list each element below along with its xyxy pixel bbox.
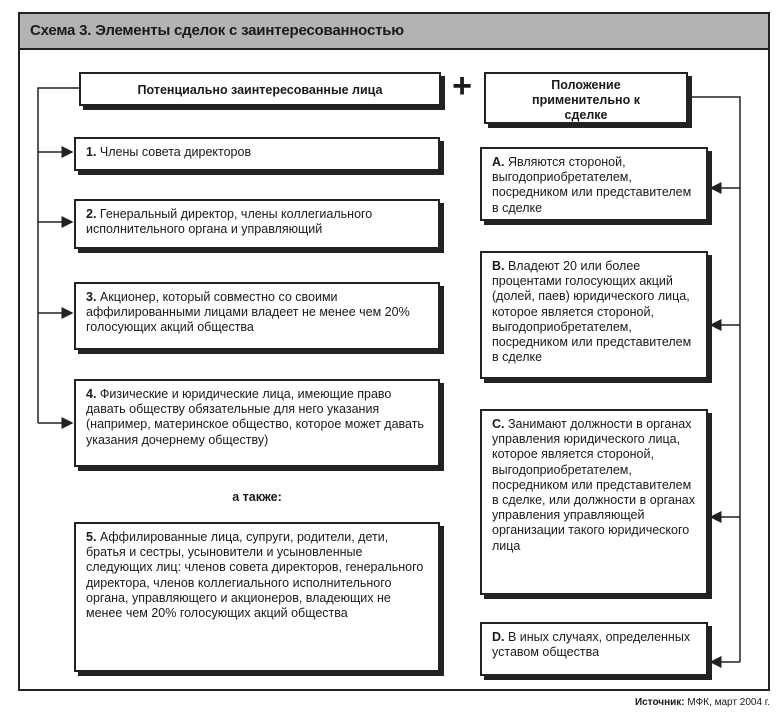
also-label: а также: bbox=[232, 490, 282, 504]
left-item-5-text: Аффилированные лица, супруги, родители, дети, братья и сестры, усыновители и усыновленные следующих лиц: членов совета директоров, генерального директора, членов коллегиального исполнительного органа, управляющего и акционеров, владеющих не менее чем 20% голосующих акций общества bbox=[86, 530, 424, 621]
right-item-d-num: D. bbox=[492, 630, 505, 644]
diagram-title: Схема 3. Элементы сделок с заинтересованностью bbox=[20, 14, 768, 50]
left-item-5-num: 5. bbox=[86, 530, 97, 544]
left-item-3-text: Акционер, который совместно со своими аффилированными лицами владеет не менее чем 20% голосующих акций общества bbox=[86, 290, 410, 335]
source-note bbox=[635, 697, 770, 708]
right-item-a-num: A. bbox=[492, 155, 505, 169]
left-item-2-text: Генеральный директор, члены коллегиального исполнительного органа и управляющий bbox=[86, 207, 373, 237]
left-header-box bbox=[79, 72, 441, 106]
left-item-4-num: 4. bbox=[86, 387, 97, 401]
right-item-c bbox=[480, 409, 708, 595]
right-item-c-text: Занимают должности в органах управления юридического лица, которое является стороной, выгодоприобретателем, посредником или представителем в сделке, или должности в органах управления управляющей организации такого юридического лица bbox=[492, 417, 695, 553]
left-item-1-text: Члены совета директоров bbox=[96, 145, 252, 159]
left-header-text: Потенциально заинтересованные лица bbox=[137, 83, 383, 97]
left-item-2 bbox=[74, 199, 440, 249]
source-text: МФК, март 2004 г. bbox=[684, 697, 770, 708]
left-item-3 bbox=[74, 282, 440, 350]
left-item-3-num: 3. bbox=[86, 290, 97, 304]
left-item-4 bbox=[74, 379, 440, 467]
right-item-a-text: Являются стороной, выгодоприобретателем, посредником или представителем в сделке bbox=[492, 155, 692, 215]
left-item-2-num: 2. bbox=[86, 207, 97, 221]
left-item-1-num: 1. bbox=[86, 145, 97, 159]
right-item-d bbox=[480, 622, 708, 676]
right-item-b-text: Владеют 20 или более процентами голосующих акций (долей, паев) юридического лица, которое является стороной, выгодоприобретателем, посредником или представителем в сделке bbox=[492, 259, 692, 365]
left-item-5 bbox=[74, 522, 440, 672]
right-header-box bbox=[484, 72, 688, 124]
right-header-text: Положение применительно к сделке bbox=[532, 78, 640, 123]
right-item-b bbox=[480, 251, 708, 379]
left-item-1 bbox=[74, 137, 440, 171]
right-item-b-num: B. bbox=[492, 259, 505, 273]
source-label: Источник: bbox=[634, 697, 685, 708]
plus-icon: + bbox=[452, 67, 472, 105]
right-item-a bbox=[480, 147, 708, 221]
left-item-4-text: Физические и юридические лица, имеющие право давать обществу обязательные для него указания (например, материнское общество, которое может давать указания дочернему обществу) bbox=[86, 387, 424, 447]
right-item-c-num: C. bbox=[492, 417, 505, 431]
right-item-d-text: В иных случаях, определенных уставом общества bbox=[492, 630, 691, 660]
